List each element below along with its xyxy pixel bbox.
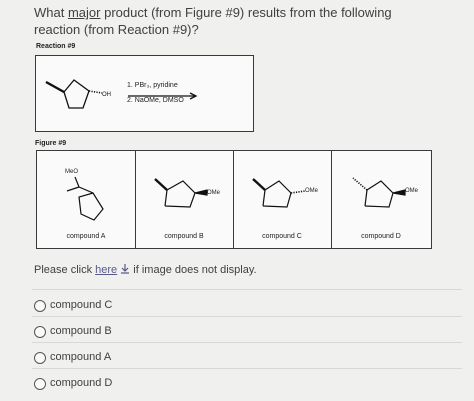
compound-a-label: compound A bbox=[66, 233, 106, 240]
compound-d-label: compound D bbox=[361, 233, 401, 240]
question-text: What major product (from Figure #9) results from the following reaction (from Reaction #9)? bbox=[34, 5, 392, 37]
radio-button-icon[interactable] bbox=[34, 300, 46, 312]
compound-c-cell bbox=[233, 151, 332, 248]
reactant-structure bbox=[36, 56, 253, 131]
option-label: compound D bbox=[50, 377, 113, 389]
reagent-step-2: 2. NaOMe, DMSO bbox=[127, 97, 184, 104]
reaction-label: Reaction #9 bbox=[36, 43, 76, 50]
figure-compounds bbox=[36, 150, 432, 249]
option-label: compound B bbox=[50, 325, 112, 337]
compound-a-cell bbox=[37, 151, 136, 248]
divider bbox=[32, 289, 462, 290]
divider bbox=[32, 316, 462, 317]
figure-label: Figure #9 bbox=[35, 140, 67, 147]
image-notice: Please click here if image does not display. bbox=[34, 264, 257, 276]
compound-b-cell bbox=[135, 151, 234, 248]
compound-a-substituent: MeO bbox=[65, 169, 79, 175]
option-label: compound A bbox=[50, 351, 112, 363]
divider bbox=[32, 342, 462, 343]
radio-button-icon[interactable] bbox=[34, 326, 46, 338]
reaction-scheme bbox=[35, 55, 254, 132]
compound-d-substituent: OMe bbox=[405, 188, 419, 194]
compound-c-label: compound C bbox=[262, 233, 302, 240]
radio-button-icon[interactable] bbox=[34, 352, 46, 364]
compound-b-label: compound B bbox=[164, 233, 204, 240]
option-label: compound C bbox=[50, 299, 113, 311]
compound-b-substituent: OMe bbox=[207, 190, 221, 196]
compound-c-substituent: OMe bbox=[305, 188, 319, 194]
compound-d-cell bbox=[331, 151, 431, 248]
reagent-step-1: 1. PBr₃, pyridine bbox=[127, 82, 178, 89]
here-link[interactable]: here bbox=[95, 264, 118, 276]
divider bbox=[32, 368, 462, 369]
reactant-substituent: OH bbox=[102, 92, 111, 98]
radio-button-icon[interactable] bbox=[34, 378, 46, 390]
download-arrow-icon[interactable] bbox=[120, 263, 130, 274]
